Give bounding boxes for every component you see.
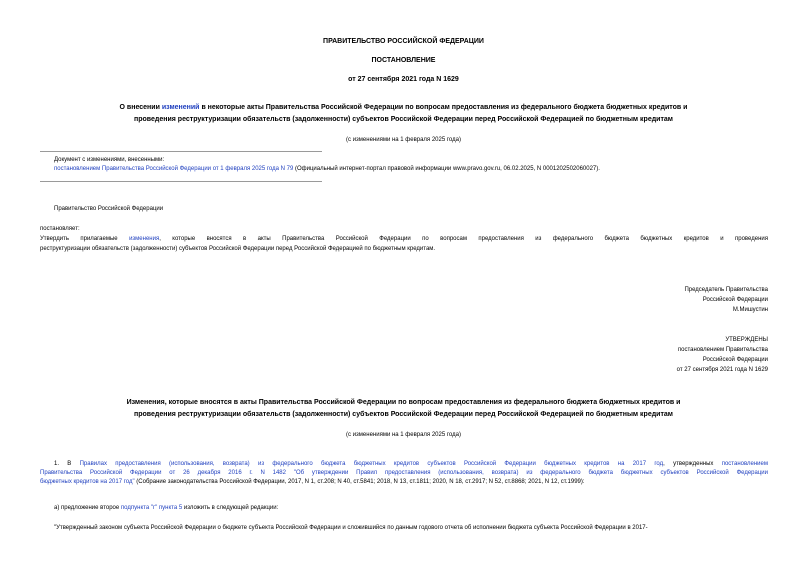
issuer: Правительство Российской Федерации xyxy=(54,206,164,212)
subitem-a-prefix: а) предложение второе xyxy=(54,505,120,511)
decree-title-link-end[interactable]: бюджетных кредитов на 2017 год" xyxy=(40,479,135,485)
approved-stamp-line-2: постановлением Правительства xyxy=(677,347,768,353)
subparagraph-link[interactable]: подпункта "г" пункта 5 xyxy=(120,505,183,511)
changes-title-line-2: проведения реструктуризации обязательств (задолженности) субъектов Российской Федерации перед Российской Федерацией по бюджетным кредитам xyxy=(134,411,673,418)
divider xyxy=(40,151,322,152)
revision-note: (с изменениями на 1 февраля 2025 года) xyxy=(346,137,461,143)
document-date-number: от 27 сентября 2021 года N 1629 xyxy=(348,76,459,83)
divider xyxy=(40,181,322,182)
signature-position: Председатель Правительства xyxy=(684,287,768,293)
title-prefix: О внесении xyxy=(119,104,160,111)
approve-paragraph-line-2: реструктуризации обязательств (задолженности) субъектов Российской Федерации перед Российской Федерацией по бюджетным кредитам. xyxy=(40,246,436,252)
document-type-heading: ПОСТАНОВЛЕНИЕ xyxy=(371,57,436,64)
decree-link[interactable]: постановлением xyxy=(721,461,768,467)
amending-decree-publication: (Официальный интернет-портал правовой информации www.pravo.gov.ru, 06.02.2025, N 0001202502060027). xyxy=(293,166,600,172)
item-1-line-3 xyxy=(40,479,585,485)
title-line1-rest: в некоторые акты Правительства Российской Федерации по вопросам предоставления из федерального бюджета бюджетных кредитов и xyxy=(201,104,688,111)
item-1-number: 1. В xyxy=(54,461,72,467)
approved-stamp-line-4: от 27 сентября 2021 года N 1629 xyxy=(676,367,768,373)
approve-verb: Утвердить прилагаемые xyxy=(40,236,118,242)
decree-title-link[interactable]: Правительства Российской Федерации от 26 декабря 2016 г. N 1482 "Об утверждении Правил предоставления (использования, возврата) из федерального бюджета бюджетных субъектов Российской Федерации xyxy=(40,470,768,476)
approve-line1-rest: , которые вносятся в акты Правительства Российской Федерации по вопросам предоставления из федерального бюджета бюджетных кредитов и проведения xyxy=(159,236,769,242)
item-1-line-2 xyxy=(40,470,768,476)
approve-paragraph-line-1 xyxy=(40,236,768,242)
approved-stamp-line-3: Российской Федерации xyxy=(702,357,768,363)
revision-note: (с изменениями на 1 февраля 2025 года) xyxy=(346,432,461,438)
rules-link[interactable]: Правилах предоставления (использования, возврата) из федерального бюджета бюджетных кредитов субъектов Российской Федерации бюджетных кредитов на 2017 год xyxy=(79,461,664,467)
subitem-a xyxy=(54,505,278,511)
signature-country: Российской Федерации xyxy=(702,297,768,303)
subitem-a-rest: изложить в следующей редакции: xyxy=(182,505,279,511)
document-title-line-1 xyxy=(0,104,807,111)
changes-title-line-1: Изменения, которые вносятся в акты Правительства Российской Федерации по вопросам предоставления из федерального бюджета бюджетных кредитов и xyxy=(126,399,681,406)
document-title-line-2: проведения реструктуризации обязательств (задолженности) субъектов Российской Федерации перед Российской Федерацией по бюджетным кредитам xyxy=(134,116,673,123)
government-heading: ПРАВИТЕЛЬСТВО РОССИЙСКОЙ ФЕДЕРАЦИИ xyxy=(323,38,484,45)
item-1-mid: , утвержденных xyxy=(663,461,714,467)
amending-decree-link[interactable]: постановлением Правительства Российской Федерации от 1 февраля 2025 года N 79 xyxy=(54,166,294,172)
item-1-sources: (Собрание законодательства Российской Федерации, 2017, N 1, ст.208; N 40, ст.5841; 2018, N 13, ст.1811; 2020, N 18, ст.2917; N 52, ст.8868; 2021, N 12, ст.1999): xyxy=(134,479,585,485)
approved-stamp-line-1: УТВЕРЖДЕНЫ xyxy=(725,337,768,343)
signature-name: М.Мишустин xyxy=(732,307,768,313)
quoted-text: "Утвержденный законом субъекта Российской Федерации о бюджете субъекта Российской Федерации и сложившийся по данным годового отчета об исполнении бюджета субъекта Российской Федерации в 2017- xyxy=(54,525,648,531)
amendments-source xyxy=(54,166,600,172)
amendments-label: Документ с изменениями, внесенными: xyxy=(54,157,165,163)
item-1-line-1 xyxy=(54,461,768,467)
title-changes-link[interactable]: изменений xyxy=(161,104,200,111)
decides-text: постановляет: xyxy=(40,226,80,232)
approved-changes-link[interactable]: изменения xyxy=(129,236,160,242)
